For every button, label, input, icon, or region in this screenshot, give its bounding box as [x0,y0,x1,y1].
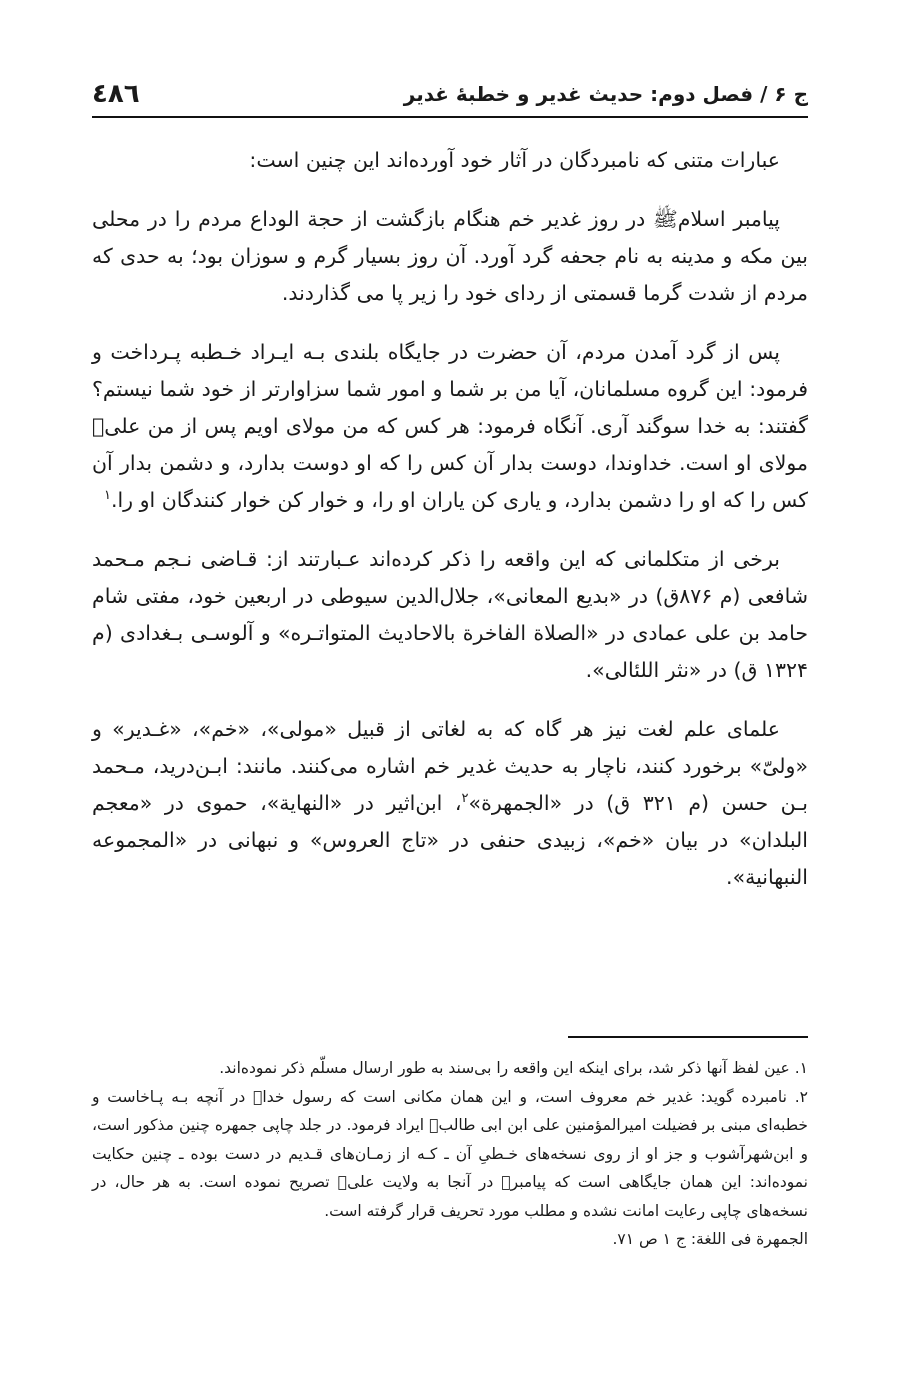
footnote-ref-1: ۱ [103,488,111,504]
paragraph-5-text-b: ، ابن‌اثیر در «النهایة»، حموی در «معجم البلدان» در بیان «خم»، زبیدی حنفی در «تاج العروس» و نبهانی در «المجموعه النبهانیة». [92,791,808,889]
footnote-2: ۲. نامبرده گوید: غدیر خم معروف است، و این همان مکانی است که رسول خداﷺ در آنچه بـه پـاخاست و خطبه‌ای مبنی بر فضیلت امیرالمؤمنین علی ابن ابی طالبؑ ایراد فرمود. در جلد چاپی جمهره چنین مذکور است، و ابن‌شهرآشوب و جز او از روی نسخه‌های خـطیِ آن ـ کـه از زمـان‌های قـدیم در دست بوده ـ چنین حکایت نموده‌اند: این همان جایگاهی است که پیامبرﷺ در آنجا به ولایت علیؑ تصریح نموده است. به هر حال، در نسخه‌های چاپی رعایت امانت نشده و مطلب مورد تحریف قرار گرفته است. [92,1087,808,1220]
paragraph-2: پیامبر اسلامﷺ در روز غدیر خم هنگام بازگشت از حجة الوداع مردم را در محلی بین مکه و مدینه به نام جحفه گرد آورد. آن روز بسیار گرم و سوزان بود؛ به حدی که مردم از شدت گرما قسمتی از ردای خود را زیر پا می گذاردند. [92,207,808,305]
paragraph-3-text: پس از گرد آمدن مردم، آن حضرت در جایگاه بلندی بـه ایـراد خـطبه پـرداخت و فرمود: این گروه مسلمانان، آیا من بر شما و امور شما سزاوارتر از خود شما نیستم؟ گفتند: به خدا سوگند آری. آنگاه فرمود: هر کس که من مولای اویم پس از من علیؑ مولای او است. خداوندا، دوست بدار آن کس را که او دوست بدارد، و دشمن بدار آن کس را که او را دشمن بدارد، و یاری کن یاران او را، و خوار کن خوار کنندگان او را. [92,340,808,512]
running-title: ج ۶ / فصل دوم: حدیث غدیر و خطبهٔ غدیر [403,82,808,106]
paragraph-5-text-a: علمای علم لغت نیز هر گاه که به لغاتی از قبیل «مولی»، «خم»، «غـدیر» و «ولیّ» برخورد کنند، ناچار به حدیث غدیر خم اشاره می‌کنند. مانند: ابـن‌درید، مـحمد بـن حسن (م ۳۲۱ ق) در «الجمهرة» [92,717,809,815]
paragraph-1: عبارات متنی که نامبردگان در آثار خود آورده‌اند این چنین است: [249,148,780,172]
footnote-ref-2: ۲ [461,791,469,807]
page-header [92,72,808,118]
footnotes [92,1054,808,1254]
paragraph-4: برخی از متکلمانی که این واقعه را ذکر کرده‌اند عـبارتند از: قـاضی نـجم مـحمد شافعی (م ۸۷۶ق) در «بدیع المعانی»، جلال‌الدین سیوطی در اربعین خود، مفتی شام حامد بن علی عمادی در «الصلاة الفاخرة بالاحادیث المتواتـره» و آلوسـی بـغدادی (م ۱۳۲۴ ق) در «نثر اللئالی». [92,547,808,682]
page-number: ٤٨٦ [92,79,140,109]
paragraph-5 [92,711,808,896]
paragraph-3 [92,334,808,519]
footnote-1: ۱. عین لفظ آنها ذکر شد، برای اینکه این واقعه را بی‌سند به طور ارسال مسلّم ذکر نموده‌اند. [219,1059,808,1077]
footnote-divider [568,1036,808,1038]
main-text [92,142,808,918]
footnote-2-reference: الجمهرة فی اللغة: ج ۱ ص ۷۱. [612,1230,808,1248]
